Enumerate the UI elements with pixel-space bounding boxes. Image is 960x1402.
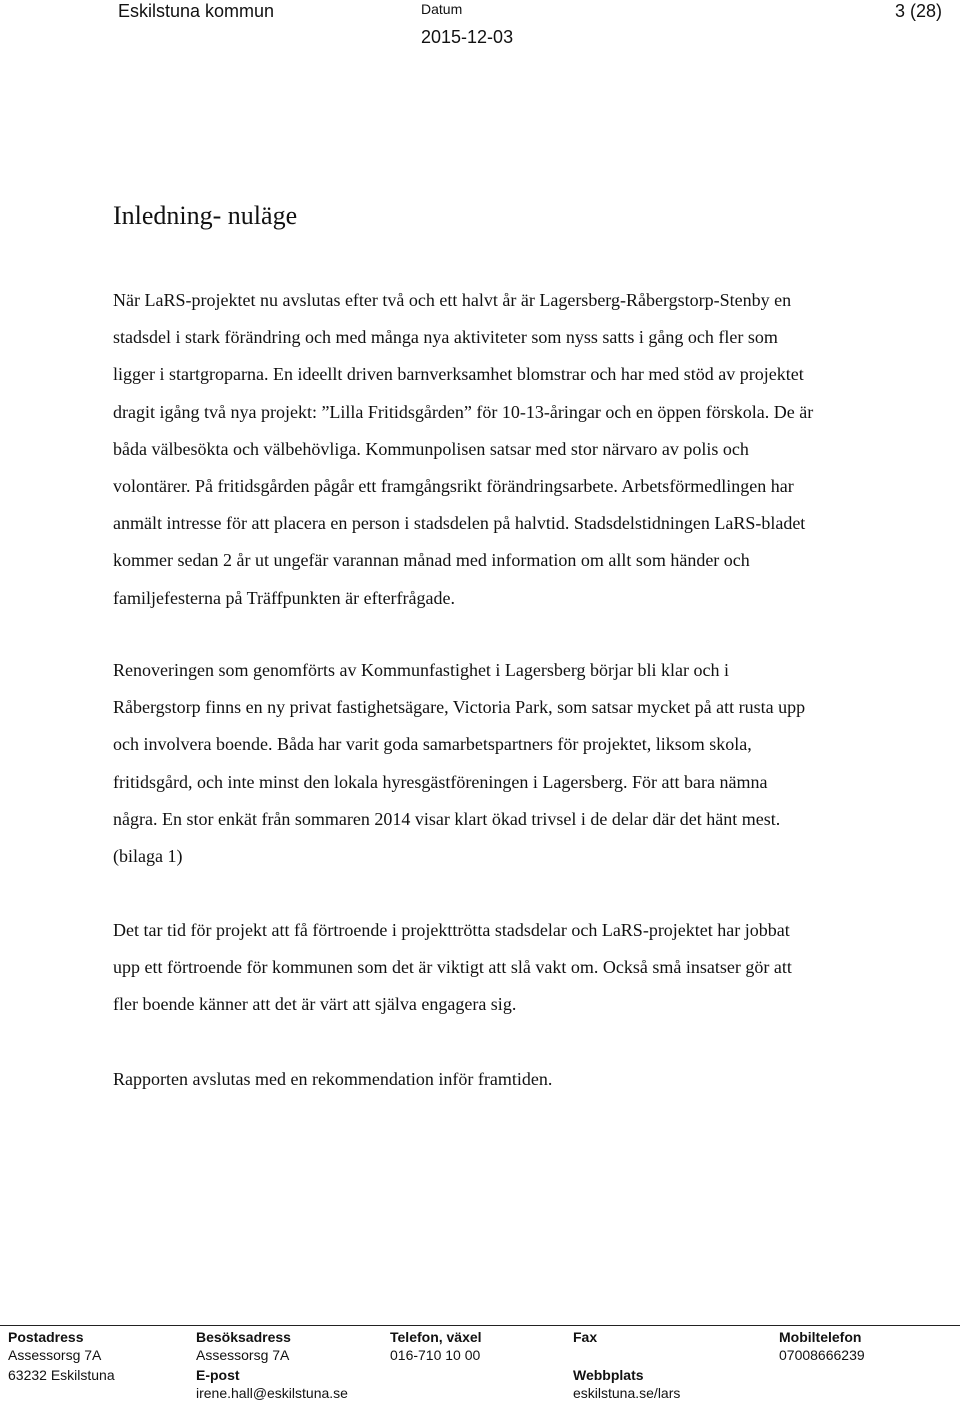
- text-line: ligger i startgroparna. En ideellt driven barnverksamhet blomstrar och har med stöd av projektet: [113, 364, 804, 385]
- footer-divider: [0, 1325, 960, 1326]
- footer-label: Webbplats: [573, 1367, 644, 1383]
- text-line: båda välbesökta och välbehövliga. Kommunpolisen satsar med stor närvaro av polis och: [113, 438, 749, 459]
- date-label: Datum: [421, 1, 463, 17]
- footer-value: Assessorsg 7A: [8, 1347, 102, 1363]
- paragraph-conclusion: [113, 1061, 935, 1098]
- footer-label: Mobiltelefon: [779, 1329, 862, 1345]
- paragraph-intro: [113, 282, 935, 617]
- text-line: Råbergstorp finns en ny privat fastighetsägare, Victoria Park, som satsar mycket på att rusta upp: [113, 697, 806, 718]
- text-line: fler boende känner att det är värt att själva engagera sig.: [113, 994, 517, 1015]
- footer-label: Fax: [573, 1329, 598, 1345]
- text-line: (bilaga 1): [113, 846, 183, 867]
- footer-label: Besöksadress: [196, 1329, 291, 1345]
- footer-telefon: [390, 1328, 482, 1364]
- footer-value: 016-710 10 00: [390, 1347, 481, 1363]
- text-line: kommer sedan 2 år ut ungefär varannan månad med information om allt som händer och: [113, 550, 750, 571]
- footer-fax-web: [573, 1328, 680, 1402]
- page-number: 3 (28): [894, 1, 942, 21]
- footer-label: E-post: [196, 1367, 240, 1383]
- footer-value: Assessorsg 7A: [196, 1347, 290, 1363]
- text-line: och involvera boende. Båda har varit goda samarbetspartners för projektet, liksom skola,: [113, 734, 752, 755]
- text-line: Det tar tid för projekt att få förtroende i projekttrötta stadsdelar och LaRS-projektet har jobbat: [113, 920, 790, 940]
- footer-label: Postadress: [8, 1329, 84, 1345]
- footer-value: 63232 Eskilstuna: [8, 1367, 115, 1383]
- section-title: Inledning- nuläge: [113, 201, 298, 230]
- text-line: dragit igång två nya projekt: ”Lilla Fritidsgården” för 10-13-åringar och en öppen förskola. De är: [113, 401, 814, 422]
- text-line: upp ett förtroende för kommunen som det är viktigt att slå vakt om. Också små insatser gör att: [113, 957, 792, 978]
- text-line: När LaRS-projektet nu avslutas efter två och ett halvt år är Lagersberg-Råbergstorp-Stenby en: [113, 290, 792, 310]
- text-line: några. En stor enkät från sommaren 2014 visar klart ökad trivsel i de delar där det hänt mest.: [113, 808, 781, 829]
- footer-postadress: [8, 1328, 115, 1384]
- text-line: Rapporten avslutas med en rekommendation inför framtiden.: [113, 1069, 553, 1089]
- footer-label: Telefon, växel: [390, 1329, 482, 1345]
- text-line: stadsdel i stark förändring och med många nya aktiviteter som nyss satts i gång och fler som: [113, 327, 778, 348]
- footer-besoksadress: [196, 1328, 348, 1402]
- paragraph-renovation: [113, 652, 935, 875]
- text-line: anmält intresse för att placera en person i stadsdelen på halvtid. Stadsdelstidningen LaRS-bladet: [113, 513, 806, 534]
- footer-website-link[interactable]: eskilstuna.se/lars: [573, 1385, 681, 1401]
- organization-name: Eskilstuna kommun: [118, 1, 275, 21]
- paragraph-trust: [113, 912, 935, 1024]
- text-line: fritidsgård, och inte minst den lokala hyresgästföreningen i Lagersberg. För att bara nämna: [113, 771, 768, 792]
- text-line: familjefesterna på Träffpunkten är efterfrågade.: [113, 587, 456, 608]
- footer-value: 07008666239: [779, 1347, 865, 1363]
- footer-mobil: [779, 1328, 865, 1364]
- text-line: Renoveringen som genomförts av Kommunfastighet i Lagersberg börjar bli klar och i: [113, 660, 730, 680]
- text-line: volontärer. På fritidsgården pågår ett framgångsrikt förändringsarbete. Arbetsförmedlingen har: [113, 476, 794, 497]
- footer-email[interactable]: irene.hall@eskilstuna.se: [196, 1385, 348, 1401]
- document-date: 2015-12-03: [421, 27, 514, 47]
